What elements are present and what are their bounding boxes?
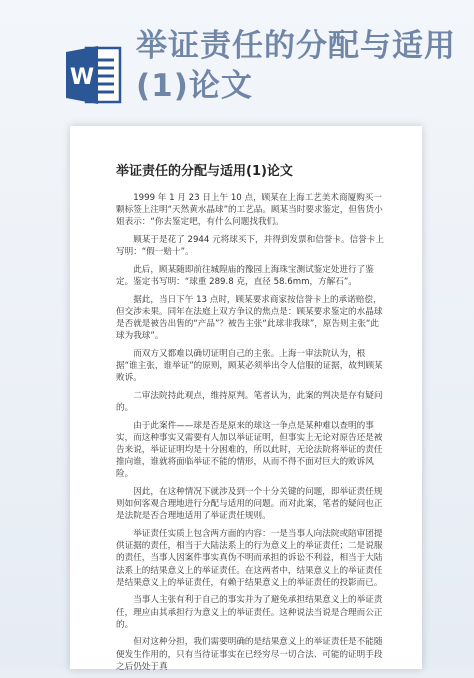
document-title: 举证责任的分配与适用(1)论文 [116, 164, 293, 179]
paragraph: 1999 年 1 月 23 日上午 10 点，顾某在上海工艺美术商厦购买一颗标签上注明“天然黄水晶球”的工艺品。顾某当时要求鉴定，但售货小姐表示：“你去鉴定吧，有什么问题找我们。 [116, 193, 383, 228]
paragraph: 由于此案件——球是否是原来的球这一争点是某种难以查明的事实，而这种事实又需要有人加以举证证明，但事实上无论对原告还是被告来说，举证证明均是十分困难的，所以此时，无论法院将举证的责任推向谁，谁就将面临举证不能的情形，从而不得不面对巨大的败诉风险。 [116, 420, 383, 480]
page-title [136, 26, 466, 106]
page-title-line1: 举证责任的分配与适用 [136, 28, 456, 64]
document-body [116, 192, 384, 678]
paragraph: 据此，当日下午 13 点时，顾某要求商家按信誉卡上的承诺赔偿，但交涉未果。同年在法庭上双方争议的焦点是：顾某要求鉴定的水晶球是否就是被告出售的“产品”？被告主张“此球非我球”，原告则主张“此球为我球”。 [116, 294, 383, 342]
paragraph: 但对这种分担，我们需要明确的是结果意义上的举证责任是不能随便发生作用的，只有当待证事实在已经穷尽一切合法、可能的证明手段之后仍处于真 [116, 637, 383, 672]
word-document-icon [64, 44, 122, 106]
paragraph: 当事人主张有利于自己的事实并为了避免承担结果意义上的举证责任，理应由其承担行为意义上的举证责任。这种说法当说是合理而公正的。 [116, 595, 383, 630]
paragraph: 二审法院持此观点，维持原判。笔者认为，此案的判决是存有疑问的。 [116, 390, 383, 413]
word-icon-letter: W [69, 65, 95, 90]
document-page [70, 126, 422, 672]
paragraph: 此后，顾某随即前往城隍庙的豫园上海珠宝测试鉴定处进行了鉴定。鉴定书写明：“球重 289.8 克，直径 58.6mm，方解石”。 [116, 264, 374, 287]
page-title-line2: (1)论文 [136, 68, 253, 104]
paragraph: 顾某于是花了 2944 元将球买下，并得到发票和信誉卡。信誉卡上写明：“假一赔十”。 [116, 235, 384, 258]
paragraph: 举证责任实质上包含两方面的内容：一是当事人向法院或陪审团提供证据的责任，相当于大陆法系上的行为意义上的举证责任；二是说服的责任，当事人因案件事实真伪不明而承担的诉讼不利益，相当于大陆法系上的结果意义上的举证责任。在这两者中，结果意义上的举证责任是结果意义上的举证责任，有赖于结果意义上的举证责任的投影而已。 [116, 529, 383, 588]
paragraph: 而双方又都难以确切证明自己的主张。上海一审法院认为，根据“谁主张，谁举证”的原则，顾某必须举出令人信服的证据，故判顾某败诉。 [116, 348, 383, 384]
paragraph: 因此，在这种情况下就涉及到一个十分关键的问题，即举证责任规则如何客观合理地进行分配与适用的问题。而对此案，笔者的疑问也正是法院是否合理地适用了举证责任规则。 [116, 487, 383, 522]
